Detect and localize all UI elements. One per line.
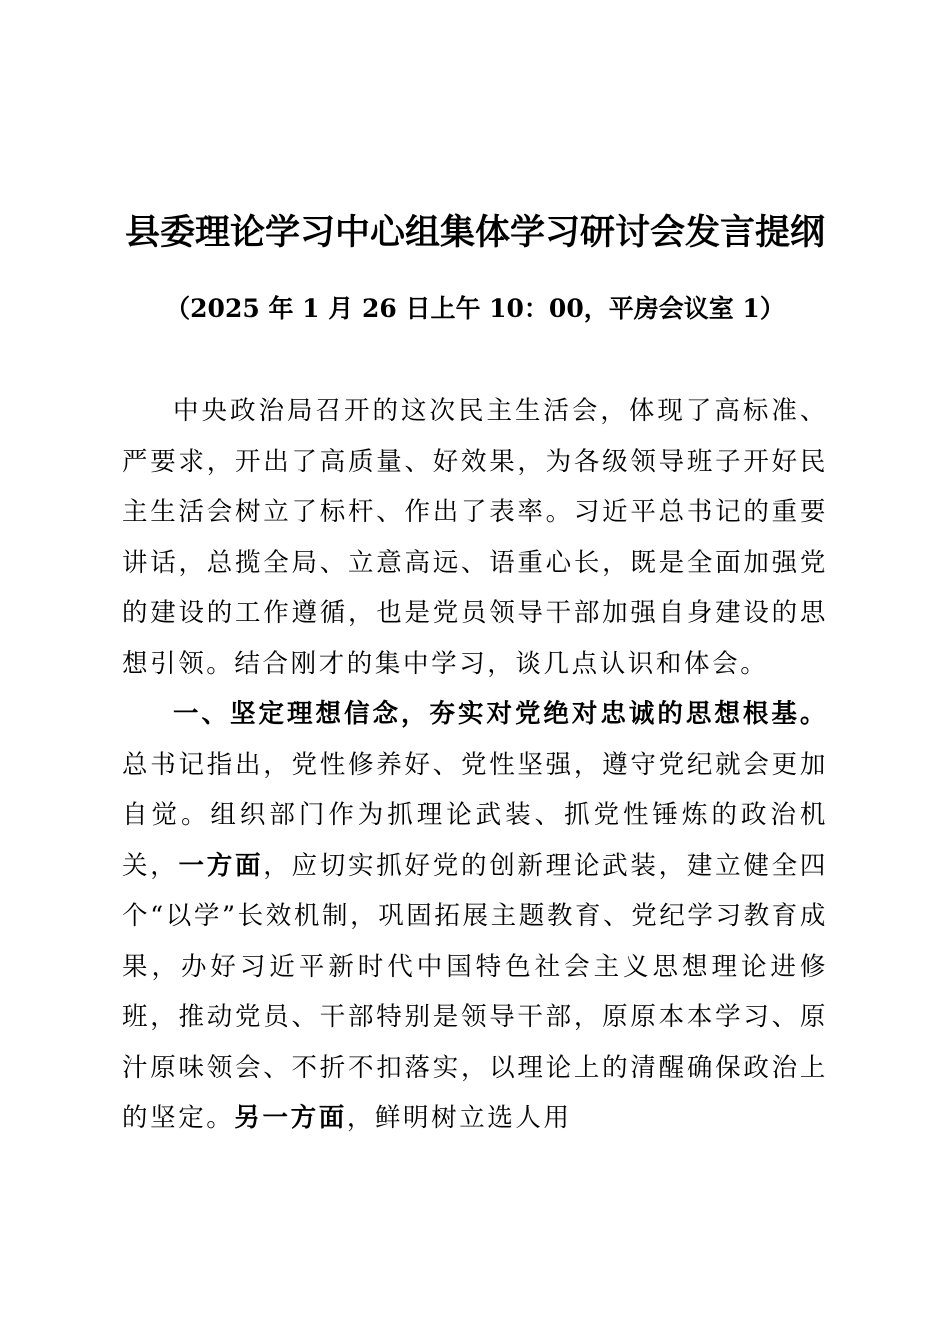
paragraph-text: ，应切实抓好党的创新理论武装，建立健全四个“以学”长效机制，巩固拓展主题教育、党纪学习教育成果，办好习近平新时代中国特色社会主义思想理论进修班，推动党员、干部特别是领导干部，原原本本学习、原汁原味领会、不折不扣落实，以理论上的清醒确保政治上的坚定。 (122, 850, 828, 1133)
paragraph-text: 总书记指出，党性修养好、党性坚强，遵守党纪就会更加自觉。组织部门作为抓理论武装、抓党性锤炼的政治机关， (122, 749, 828, 881)
paragraph-text: ，鲜明树立选人用 (346, 1103, 572, 1133)
document-title: 县委理论学习中心组集体学习研讨会发言提纲 (124, 212, 825, 253)
paragraph-intro: 中央政治局召开的这次民主生活会，体现了高标准、严要求，开出了高质量、好效果，为各级领导班子开好民主生活会树立了标杆、作出了表率。习近平总书记的重要讲话，总揽全局、立意高远、语重心长，既是全面加强党的建设的工作遵循，也是党员领导干部加强自身建设的思想引领。结合刚才的集中学习，谈几点认识和体会。 (122, 396, 828, 679)
document-body (122, 386, 828, 1144)
emphasis-text: 另一方面 (234, 1103, 347, 1133)
document-subtitle: （2025 年 1 月 26 日上午 10：00，平房会议室 1） (165, 294, 785, 323)
section-heading: 一、坚定理想信念，夯实对党绝对忠诚的思想根基。 (173, 699, 828, 729)
emphasis-text: 一方面 (178, 850, 264, 881)
paragraph-section-one (122, 689, 828, 1144)
